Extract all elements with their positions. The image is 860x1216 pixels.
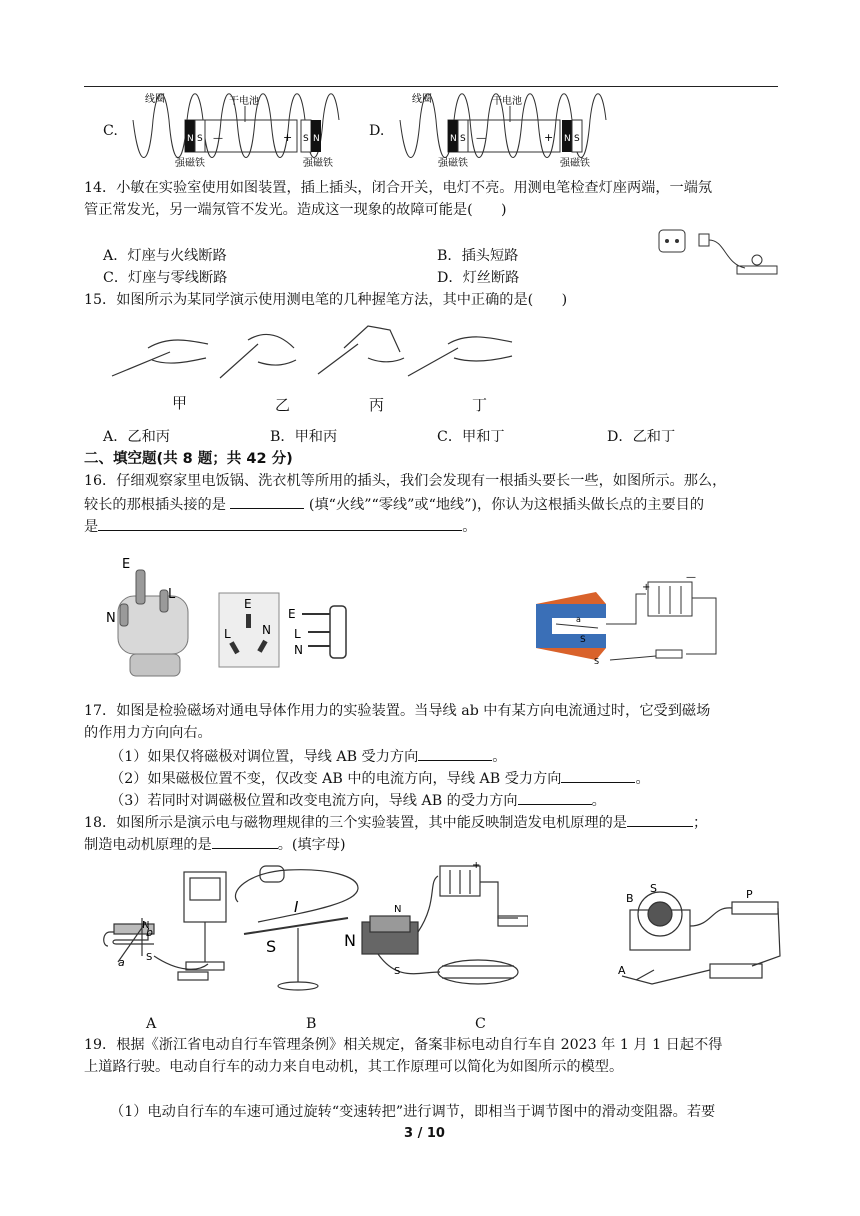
svg-text:I: I <box>294 898 299 916</box>
svg-text:b: b <box>146 926 153 939</box>
q14-option-b: B．插头短路 <box>437 248 519 264</box>
svg-text:E: E <box>122 557 131 572</box>
svg-text:N: N <box>142 920 150 931</box>
svg-text:L: L <box>294 627 301 641</box>
socket-figure <box>218 592 280 668</box>
q19-item-1: （1）电动自行车的车速可通过旋转“变速转把”进行调节，即相当于调节图中的滑动变阻器。若要 <box>110 1104 716 1120</box>
svg-text:N: N <box>344 931 356 950</box>
q15-pen-figure <box>108 318 528 390</box>
q16-stem-2: 较长的那根插头接的是 (填“火线”“零线”或“地线”)，你认为这根插头做长点的主要目的 <box>84 494 704 515</box>
svg-text:B: B <box>626 892 634 905</box>
svg-text:—: — <box>476 133 486 144</box>
svg-text:线圈: 线圈 <box>412 94 432 105</box>
q18-blank-2[interactable] <box>212 834 278 849</box>
page-number: 3 / 10 <box>404 1126 445 1141</box>
q14-stem-2: 管正常发光，另一端氖管不发光。造成这一现象的故障可能是( ) <box>84 202 507 218</box>
svg-text:S: S <box>594 657 600 666</box>
q18-label-a: A <box>146 1016 157 1032</box>
svg-text:—: — <box>686 574 696 583</box>
q15-option-c: C．甲和丁 <box>437 429 505 445</box>
q15-option-d: D．乙和丁 <box>607 429 676 445</box>
svg-text:N: N <box>262 623 271 637</box>
q15-label-jia: 甲 <box>172 394 188 412</box>
q15-label-bing: 丙 <box>369 396 385 414</box>
q15-option-b: B．甲和丙 <box>270 429 338 445</box>
svg-text:E: E <box>244 597 252 611</box>
q17-blank-1[interactable] <box>418 746 492 761</box>
svg-text:+: + <box>472 862 481 871</box>
svg-text:N: N <box>564 134 571 144</box>
q18-stem-2: 制造电动机原理的是 。(填字母) <box>84 834 346 855</box>
svg-text:S: S <box>146 952 153 963</box>
option-d-label: D. <box>369 123 385 139</box>
magnet-label-left: 强磁铁 <box>175 158 205 168</box>
q13-figure-d <box>392 90 622 168</box>
q18-label-b: B <box>306 1016 317 1032</box>
q15-option-a: A．乙和丙 <box>103 429 170 445</box>
q17-magnet-apparatus <box>526 574 746 674</box>
svg-text:+: + <box>283 131 293 144</box>
q16-blank-2[interactable] <box>98 516 462 531</box>
q14-option-d: D．灯丝断路 <box>437 270 520 286</box>
q18-label-c: C <box>475 1016 486 1032</box>
svg-text:S: S <box>394 966 401 977</box>
q14-option-c: C．灯座与零线断路 <box>103 270 228 286</box>
plug-side-figure <box>286 600 356 664</box>
q16-blank-1[interactable] <box>230 494 304 509</box>
svg-text:强磁铁: 强磁铁 <box>438 158 468 168</box>
q16-stem-3: 是 。 <box>84 516 476 537</box>
q17-blank-2[interactable] <box>561 768 635 783</box>
q18-motor-figure <box>612 866 782 994</box>
plug-photo <box>100 556 210 686</box>
svg-text:S: S <box>303 134 309 144</box>
q17-stem-2: 的作用力方向向右。 <box>84 725 212 741</box>
q18-stem-1: 18．如图所示是演示电与磁物理规律的三个实验装置，其中能反映制造发电机原理的是 ； <box>84 812 707 833</box>
q17-blank-3[interactable] <box>518 790 592 805</box>
q19-stem-1: 19．根据《浙江省电动自行车管理条例》相关规定，备案非标电动自行车自 2023 年 1 月 1 日起不得 <box>84 1037 723 1053</box>
svg-text:S: S <box>650 882 657 895</box>
q18-blank-1[interactable] <box>627 812 693 827</box>
svg-text:—: — <box>213 133 223 144</box>
svg-text:N: N <box>106 611 116 626</box>
magnet-label-right: 强磁铁 <box>303 158 333 168</box>
coil-label: 线圈 <box>145 94 165 105</box>
svg-text:+: + <box>544 131 554 144</box>
svg-text:A: A <box>618 964 626 977</box>
q19-stem-2: 上道路行驶。电动自行车的动力来自电动机，其工作原理可以简化为如图所示的模型。 <box>84 1059 624 1075</box>
q17-item-3: （3）若同时对调磁极位置和改变电流方向，导线 AB 的受力方向 。 <box>110 790 606 811</box>
svg-text:S: S <box>266 937 277 956</box>
svg-text:N: N <box>294 643 303 657</box>
svg-text:L: L <box>168 587 176 602</box>
q17-item-2: （2）如果磁极位置不变，仅改变 AB 中的电流方向，导线 AB 受力方向 。 <box>110 768 650 789</box>
option-c-label: C. <box>103 123 118 139</box>
svg-text:干电池: 干电池 <box>492 96 522 107</box>
svg-text:a: a <box>118 956 125 969</box>
svg-text:E: E <box>288 607 296 621</box>
svg-text:强磁铁: 强磁铁 <box>560 158 590 168</box>
q17-item-1: （1）如果仅将磁极对调位置，导线 AB 受力方向 。 <box>110 746 507 767</box>
svg-text:P: P <box>746 888 753 901</box>
svg-text:S: S <box>460 134 466 144</box>
svg-text:N: N <box>450 134 457 144</box>
q14-circuit-figure <box>655 224 780 280</box>
q15-label-ding: 丁 <box>472 396 488 414</box>
svg-text:a: a <box>576 615 581 624</box>
battery-label: 干电池 <box>229 96 259 107</box>
svg-text:N: N <box>313 134 320 144</box>
q15-label-yi: 乙 <box>275 396 291 414</box>
svg-text:S: S <box>574 134 580 144</box>
q17-stem-1: 17．如图是检验磁场对通电导体作用力的实验装置。当导线 ab 中有某方向电流通过时，它受到磁场 <box>84 703 711 719</box>
q14-option-a: A．灯座与火线断路 <box>103 248 227 264</box>
q13-figure-c <box>125 90 355 168</box>
q16-stem-1: 16．仔细观察家里电饭锅、洗衣机等所用的插头，我们会发现有一根插头要长一些，如图所示。那么， <box>84 473 727 489</box>
svg-text:N: N <box>187 134 194 144</box>
q14-stem-1: 14．小敏在实验室使用如图装置，插上插头，闭合开关，电灯不亮。用测电笔检查灯座两端，一端氖 <box>84 180 713 196</box>
svg-text:+: + <box>642 582 651 593</box>
svg-text:S: S <box>580 635 586 645</box>
svg-text:S: S <box>197 134 203 144</box>
svg-text:L: L <box>224 627 231 641</box>
q18-apparatus-figure <box>98 862 528 1002</box>
header-rule <box>84 86 778 87</box>
q15-stem: 15．如图所示为某同学演示使用测电笔的几种握笔方法，其中正确的是( ) <box>84 292 568 308</box>
section-heading: 二、填空题(共 8 题；共 42 分) <box>84 451 293 467</box>
svg-text:N: N <box>394 904 402 915</box>
